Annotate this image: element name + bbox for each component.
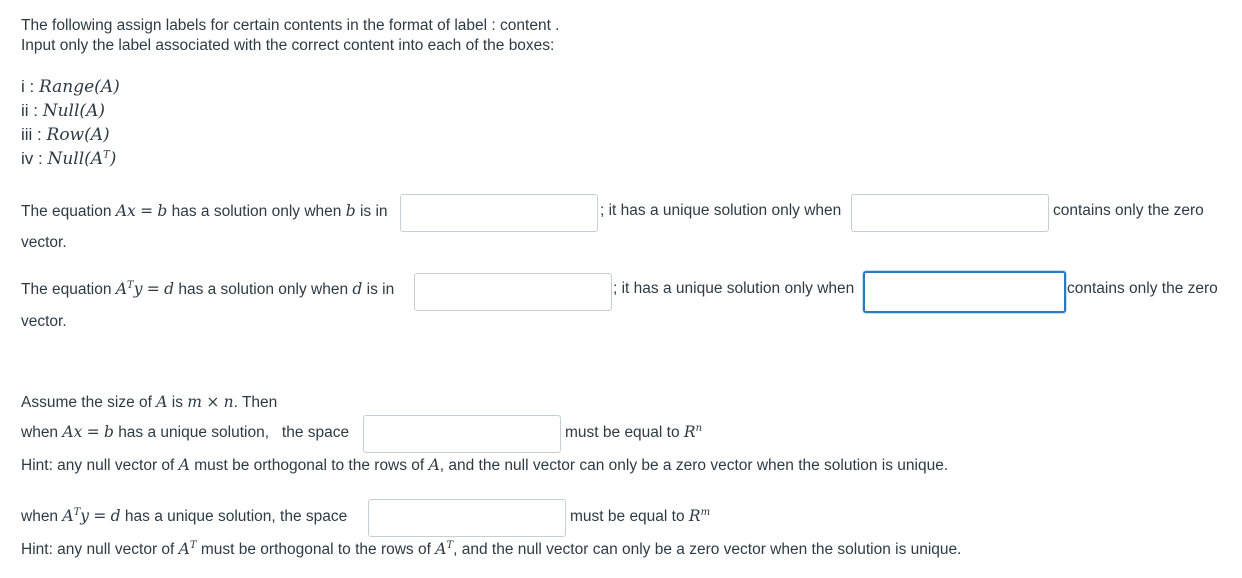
instructions-line-2: Input only the label associated with the correct content into each of the boxes: — [21, 37, 555, 54]
label-item-ii — [21, 101, 105, 121]
label-content: Range(A) — [38, 77, 120, 97]
q2-text-zero: contains only the zero — [1067, 280, 1218, 297]
q4-text-before: when $A^Ty = d$ has a unique solution, the space — [21, 506, 348, 525]
q3-space-input[interactable] — [363, 415, 561, 453]
q3-hint: Hint: any null vector of A must be orthogonal to the rows of A, and the null vector can only be a zero vector when the solution is unique. — [21, 456, 949, 474]
q1-text-unique: ; it has a unique solution only when — [600, 202, 842, 219]
q2-text-unique: ; it has a unique solution only when — [613, 280, 855, 297]
q1-text-zero: contains only the zero — [1053, 202, 1204, 219]
q1-text-before: The equation Ax = b has a solution only when b is in — [21, 202, 388, 220]
size-statement: Assume the size of A is m × n. Then — [21, 393, 278, 411]
label-key: i : — [21, 77, 35, 96]
label-item-i — [21, 77, 120, 97]
label-key: ii : — [21, 101, 38, 120]
label-content: Null(A) — [42, 101, 105, 121]
q4-text-after: must be equal to $R^m$ — [570, 506, 711, 525]
label-key: iv : — [21, 149, 43, 168]
q2-unique-space-input[interactable] — [863, 271, 1066, 313]
q2-solution-space-input[interactable] — [414, 273, 612, 311]
label-content: Row(A) — [46, 125, 110, 145]
q4-hint: Hint: any null vector of $A^T$ must be orthogonal to the rows of $A^T$, and the null vector can only be a zero vector when the solution is unique. — [21, 539, 962, 558]
q1-text-end: vector. — [21, 234, 67, 251]
label-content: $Null(A^T)$ — [47, 149, 117, 169]
q3-text-before: when Ax = b has a unique solution, the space — [21, 423, 350, 441]
instructions-line-1: The following assign labels for certain contents in the format of label : content . — [21, 17, 560, 34]
label-key: iii : — [21, 125, 42, 144]
q1-solution-space-input[interactable] — [400, 194, 598, 232]
q2-text-end: vector. — [21, 313, 67, 330]
label-item-iii — [21, 125, 110, 145]
label-item-iv — [21, 149, 116, 169]
q4-space-input[interactable] — [368, 499, 566, 537]
q3-text-after: must be equal to $R^n$ — [565, 422, 703, 441]
q1-unique-space-input[interactable] — [851, 194, 1049, 232]
q2-text-before: The equation $A^Ty = d$ has a solution only when d is in — [21, 279, 395, 298]
